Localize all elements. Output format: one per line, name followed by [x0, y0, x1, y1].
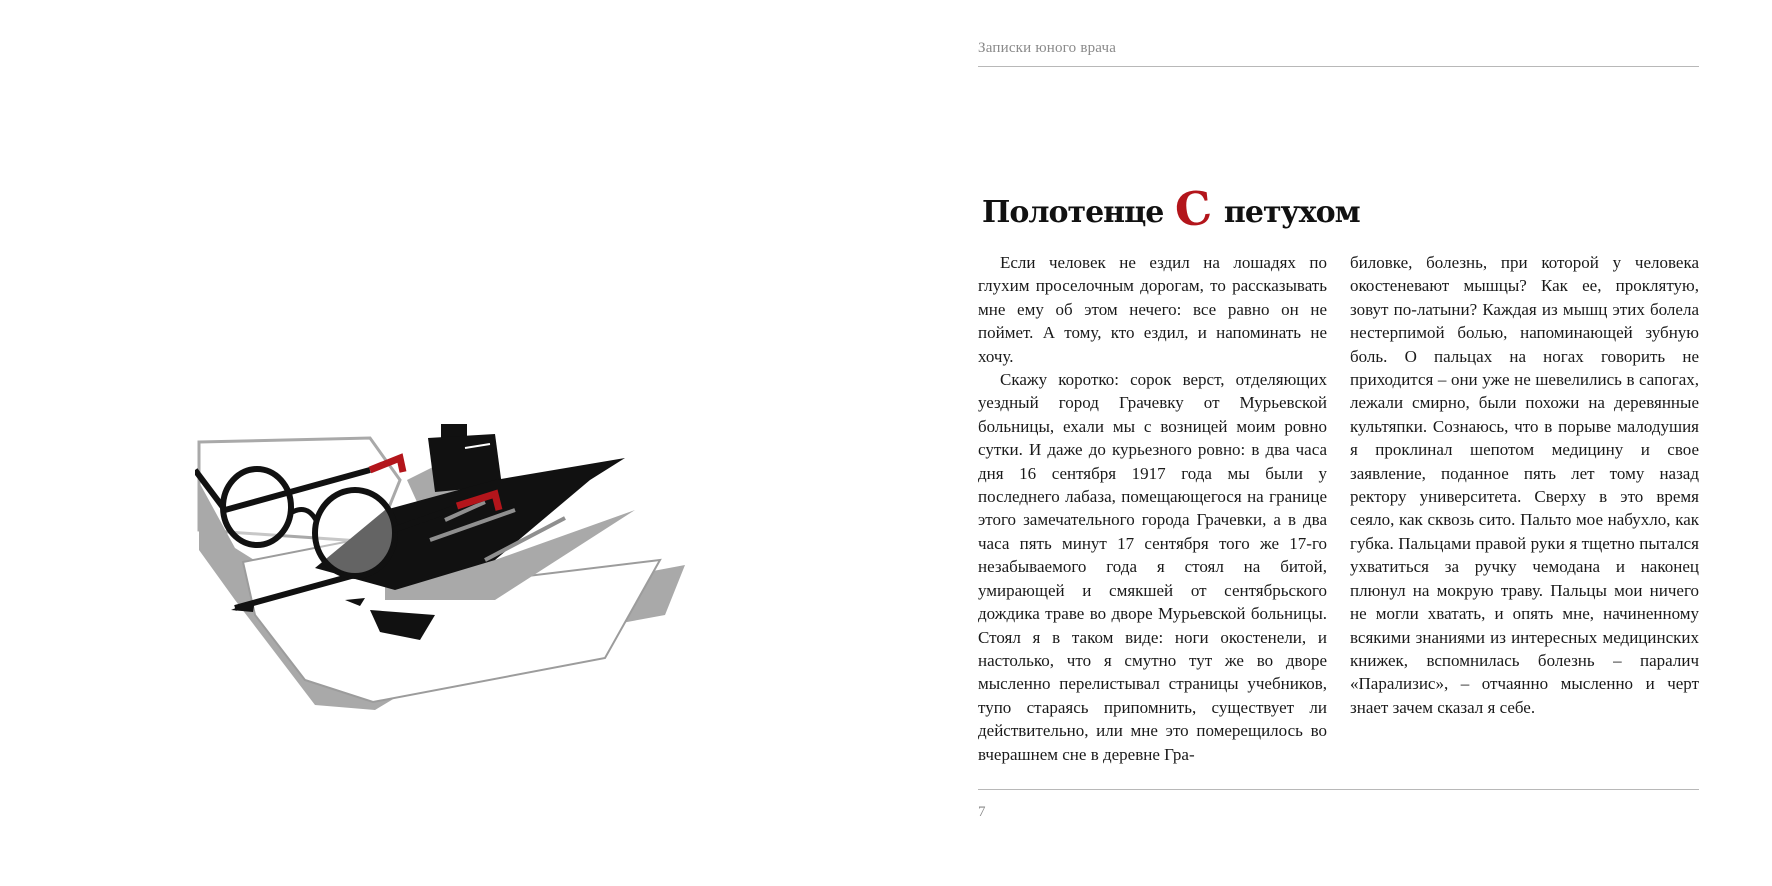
- paragraph: Если человек не ездил на лошадях по глухим проселочным дорогам, то рассказывать мне ему об этом нечего: все равно он не поймет. А тому, кто ездил, и напоминать не хочу.: [978, 253, 1327, 366]
- page-number: 7: [978, 804, 986, 820]
- inkwell-cap-icon: [441, 424, 467, 438]
- chapter-title-first-word: Полотенце: [982, 195, 1164, 230]
- paragraph: Скажу коротко: сорок верст, отделяющих уездный город Грачевку от Мурьевской больницы, ехали мы с возницей моим ровно сутки. И даже до курьезного ровно: в два часа дня 16 сентября 1917 года мы были у последнего лабаза, помещающегося на границе этого замечательного города Грачевки, а в два часа пять минут 17 сентября того же 17-го незабываемого года я стоял на битой, умирающей и смякшей от сентябрьского дождика траве во дворе Мурьевской больницы. Стоял я в таком виде: ноги окостенели, и настолько, что я смутно тут же во дворе мысленно перелистывал страницы учебников, тупо стараясь припомнить, существует ли действительно, или мне это померещилось во вчерашнем сне в деревне Гра-: [978, 370, 1327, 764]
- glasses-inkwell-quill-illustration: [195, 410, 725, 720]
- chapter-title-last-word: петухом: [1223, 195, 1360, 230]
- text-column-right: [1350, 251, 1699, 719]
- chapter-title-initial: С: [1172, 180, 1214, 238]
- text-column-left: [978, 251, 1327, 766]
- paragraph: биловке, болезнь, при которой у человека окостеневают мышцы? Как ее, проклятую, зовут по-латыни? Каждая из мышц этих болела нестерпимой болью, напоминающей зубную боль. О пальцах на ногах говорить не приходится – они уже не шевелились в сапогах, лежали смирно, были похожи на деревянные культяпки. Сознаюсь, что в порыве малодушия я проклинал шепотом медицину и свое заявление, поданное пять лет тому назад ректору университета. Сверху в это время сеяло, как сквозь сито. Пальто мое набухло, как губка. Пальцами правой руки я тщетно пытался ухватиться за ручку чемодана и наконец плюнул на мокрую траву. Пальцы мои ничего не могли хватать, и опять мне, начиненному всякими знаниями из интересных медицинских книжек, вспомнилась болезнь – паралич «Парализис», – отчаянно мысленно и черт знает зачем сказал я себе.: [1350, 253, 1699, 717]
- chapter-title: [982, 180, 1360, 238]
- header-rule: [978, 66, 1699, 67]
- running-head: Записки юного врача: [978, 40, 1117, 56]
- footer-rule: [978, 789, 1699, 790]
